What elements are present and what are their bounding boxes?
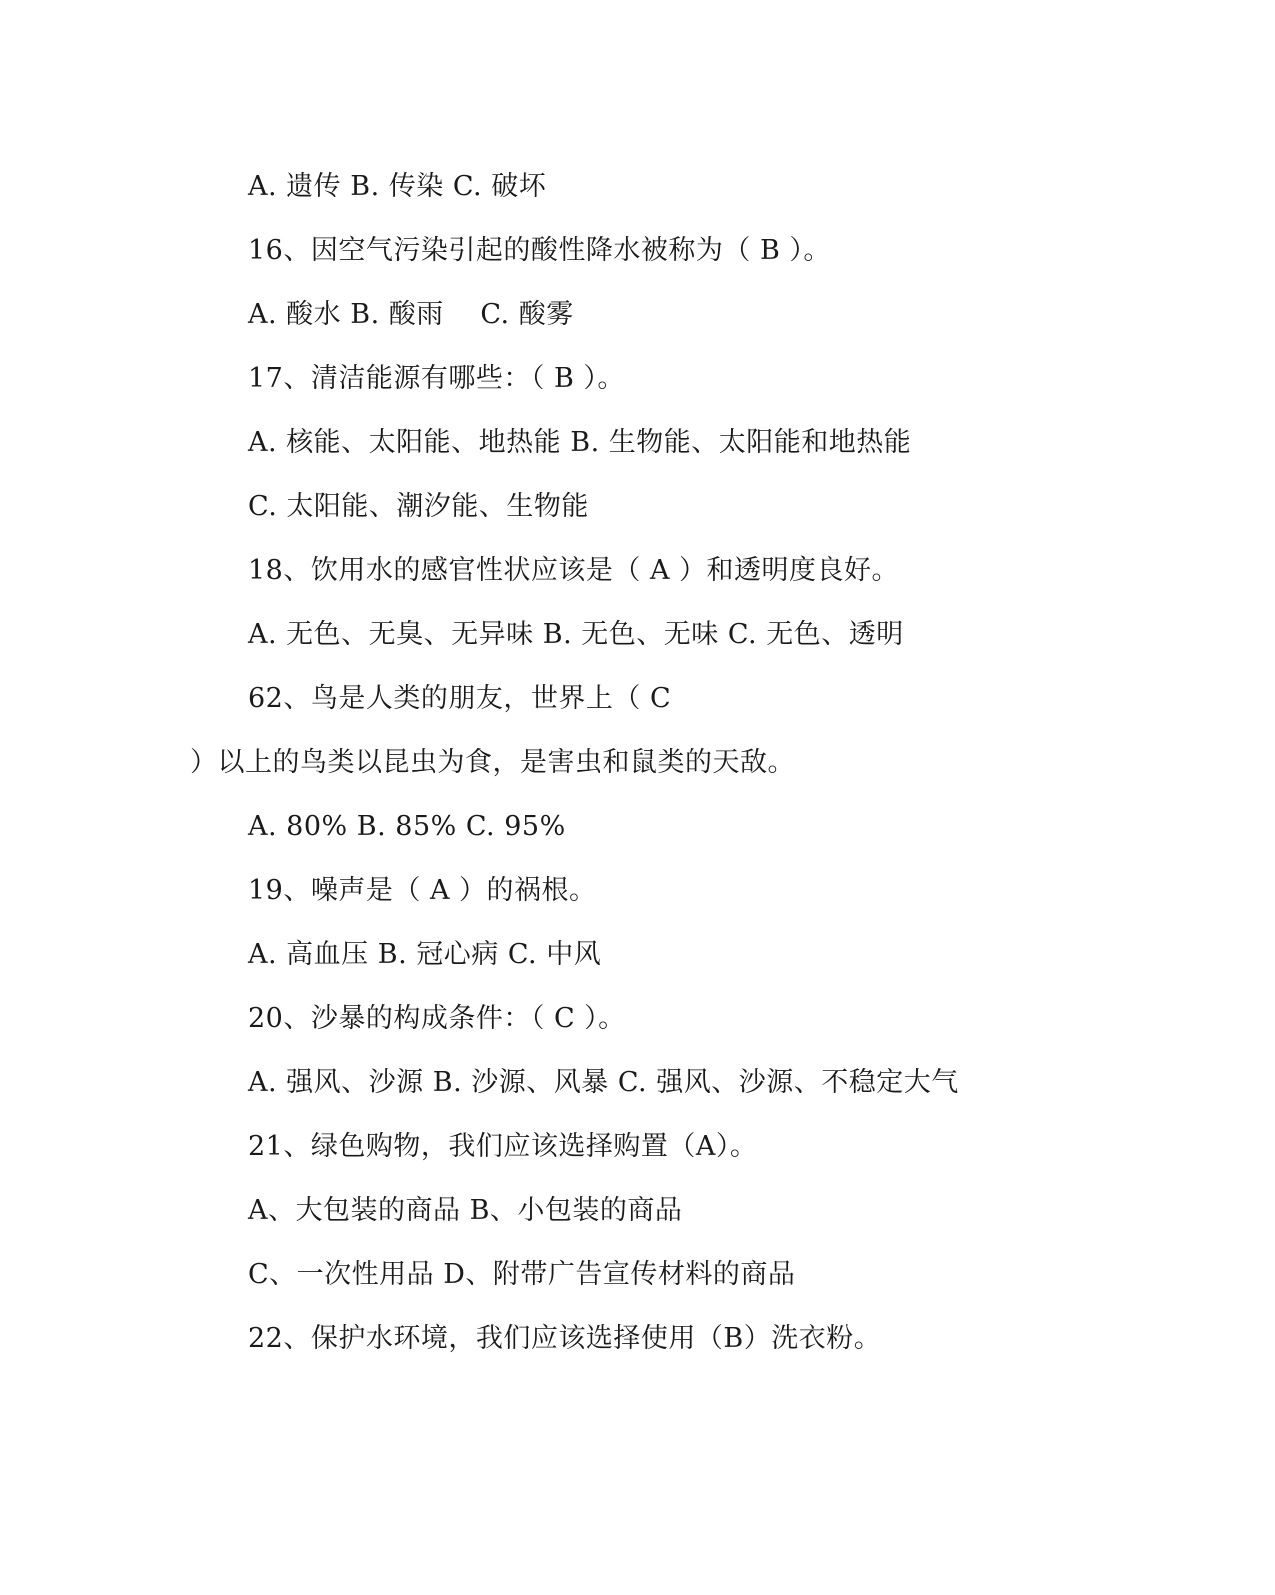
q21-question: 21、绿色购物，我们应该选择购置（A）。: [248, 1131, 758, 1162]
q62-options: A. 80% B. 85% C. 95%: [248, 811, 566, 842]
q62-question-line-1: 62、鸟是人类的朋友，世界上（ C: [248, 683, 672, 714]
q16-options: A. 酸水 B. 酸雨 C. 酸雾: [248, 299, 574, 330]
q20-question: 20、沙暴的构成条件：（ C ）。: [248, 1003, 626, 1034]
q17-options-line-1: A. 核能、太阳能、地热能 B. 生物能、太阳能和地热能: [248, 427, 912, 458]
q21-options-line-1: A、大包装的商品 B、小包装的商品: [248, 1195, 683, 1226]
q20-options: A. 强风、沙源 B. 沙源、风暴 C. 强风、沙源、不稳定大气: [248, 1067, 959, 1098]
q18-options: A. 无色、无臭、无异味 B. 无色、无味 C. 无色、透明: [248, 619, 904, 650]
q22-question: 22、保护水环境，我们应该选择使用（B）洗衣粉。: [248, 1323, 882, 1354]
q15-options: A. 遗传 B. 传染 C. 破坏: [248, 171, 547, 202]
q16-question: 16、因空气污染引起的酸性降水被称为（ B ）。: [248, 235, 831, 266]
q17-question: 17、清洁能源有哪些：（ B ）。: [248, 363, 625, 394]
q21-options-line-2: C、一次性用品 D、附带广告宣传材料的商品: [248, 1259, 796, 1290]
q18-question: 18、饮用水的感官性状应该是（ A ）和透明度良好。: [248, 555, 900, 586]
q19-question: 19、噪声是（ A ）的祸根。: [248, 875, 597, 906]
q19-options: A. 高血压 B. 冠心病 C. 中风: [248, 939, 602, 970]
q62-question-line-2: ）以上的鸟类以昆虫为食，是害虫和鼠类的天敌。: [190, 747, 795, 778]
q17-options-line-2: C. 太阳能、潮汐能、生物能: [248, 491, 589, 522]
